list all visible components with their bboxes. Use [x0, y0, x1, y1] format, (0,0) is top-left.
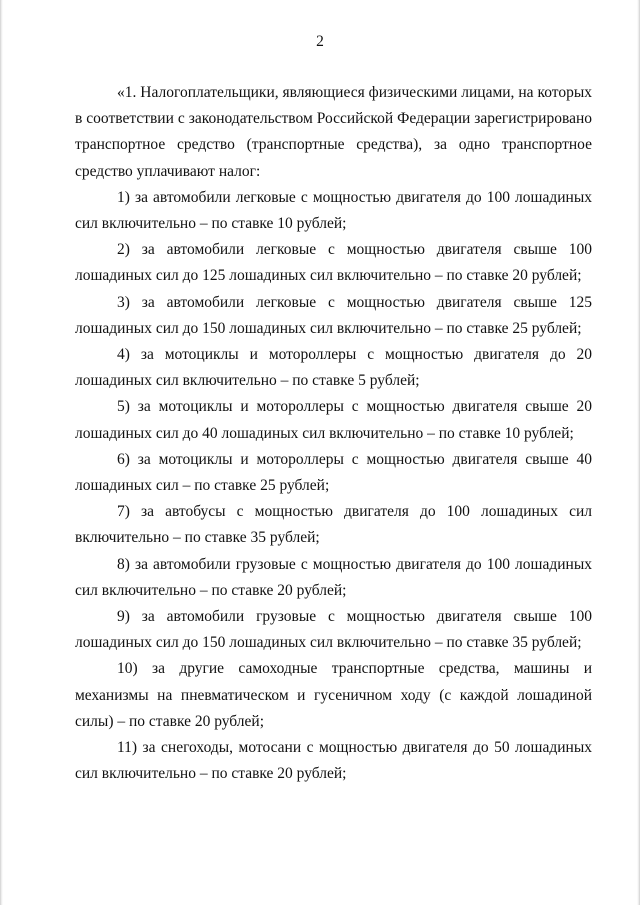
- list-item: 3) за автомобили легковые с мощностью двигателя свыше 125 лошадиных сил до 150 лошадиных сил включительно – по ставке 25 рублей;: [75, 293, 592, 337]
- list-item: 1) за автомобили легковые с мощностью двигателя до 100 лошадиных сил включительно – по ставке 10 рублей;: [75, 188, 592, 233]
- list-item: 9) за автомобили грузовые с мощностью двигателя свыше 100 лошадиных сил до 150 лошадиных сил включительно – по ставке 35 рублей;: [75, 608, 592, 652]
- list-item: 6) за мотоциклы и мотороллеры с мощностью двигателя свыше 40 лошадиных сил – по ставке 25 рублей;: [75, 450, 592, 495]
- page-number: 2: [316, 33, 324, 50]
- list-item: 4) за мотоциклы и мотороллеры с мощностью двигателя до 20 лошадиных сил включительно – по ставке 5 рублей;: [75, 346, 592, 390]
- list-item: 2) за автомобили легковые с мощностью двигателя свыше 100 лошадиных сил до 125 лошадиных сил включительно – по ставке 20 рублей;: [75, 241, 592, 285]
- list-item: 8) за автомобили грузовые с мощностью двигателя до 100 лошадиных сил включительно – по ставке 20 рублей;: [75, 555, 592, 599]
- intro-paragraph: «1. Налогоплательщики, являющиеся физическими лицами, на которых в соответствии с законодательством Российской Федерации зарегистрировано транспортное средство (транспортные средства), за одно транспортное средство уплачивают налог:: [75, 84, 592, 180]
- list-item: 5) за мотоциклы и мотороллеры с мощностью двигателя свыше 20 лошадиных сил до 40 лошадиных сил включительно – по ставке 10 рублей;: [75, 398, 592, 442]
- document-body: [75, 80, 592, 787]
- list-item: 10) за другие самоходные транспортные средства, машины и механизмы на пневматическом и гусеничном ходу (с каждой лошадиной силы) – по ставке 20 рублей;: [75, 660, 592, 730]
- list-item: 11) за снегоходы, мотосани с мощностью двигателя до 50 лошадиных сил включительно – по ставке 20 рублей;: [75, 739, 592, 783]
- list-item: 7) за автобусы с мощностью двигателя до 100 лошадиных сил включительно – по ставке 35 рублей;: [75, 503, 592, 547]
